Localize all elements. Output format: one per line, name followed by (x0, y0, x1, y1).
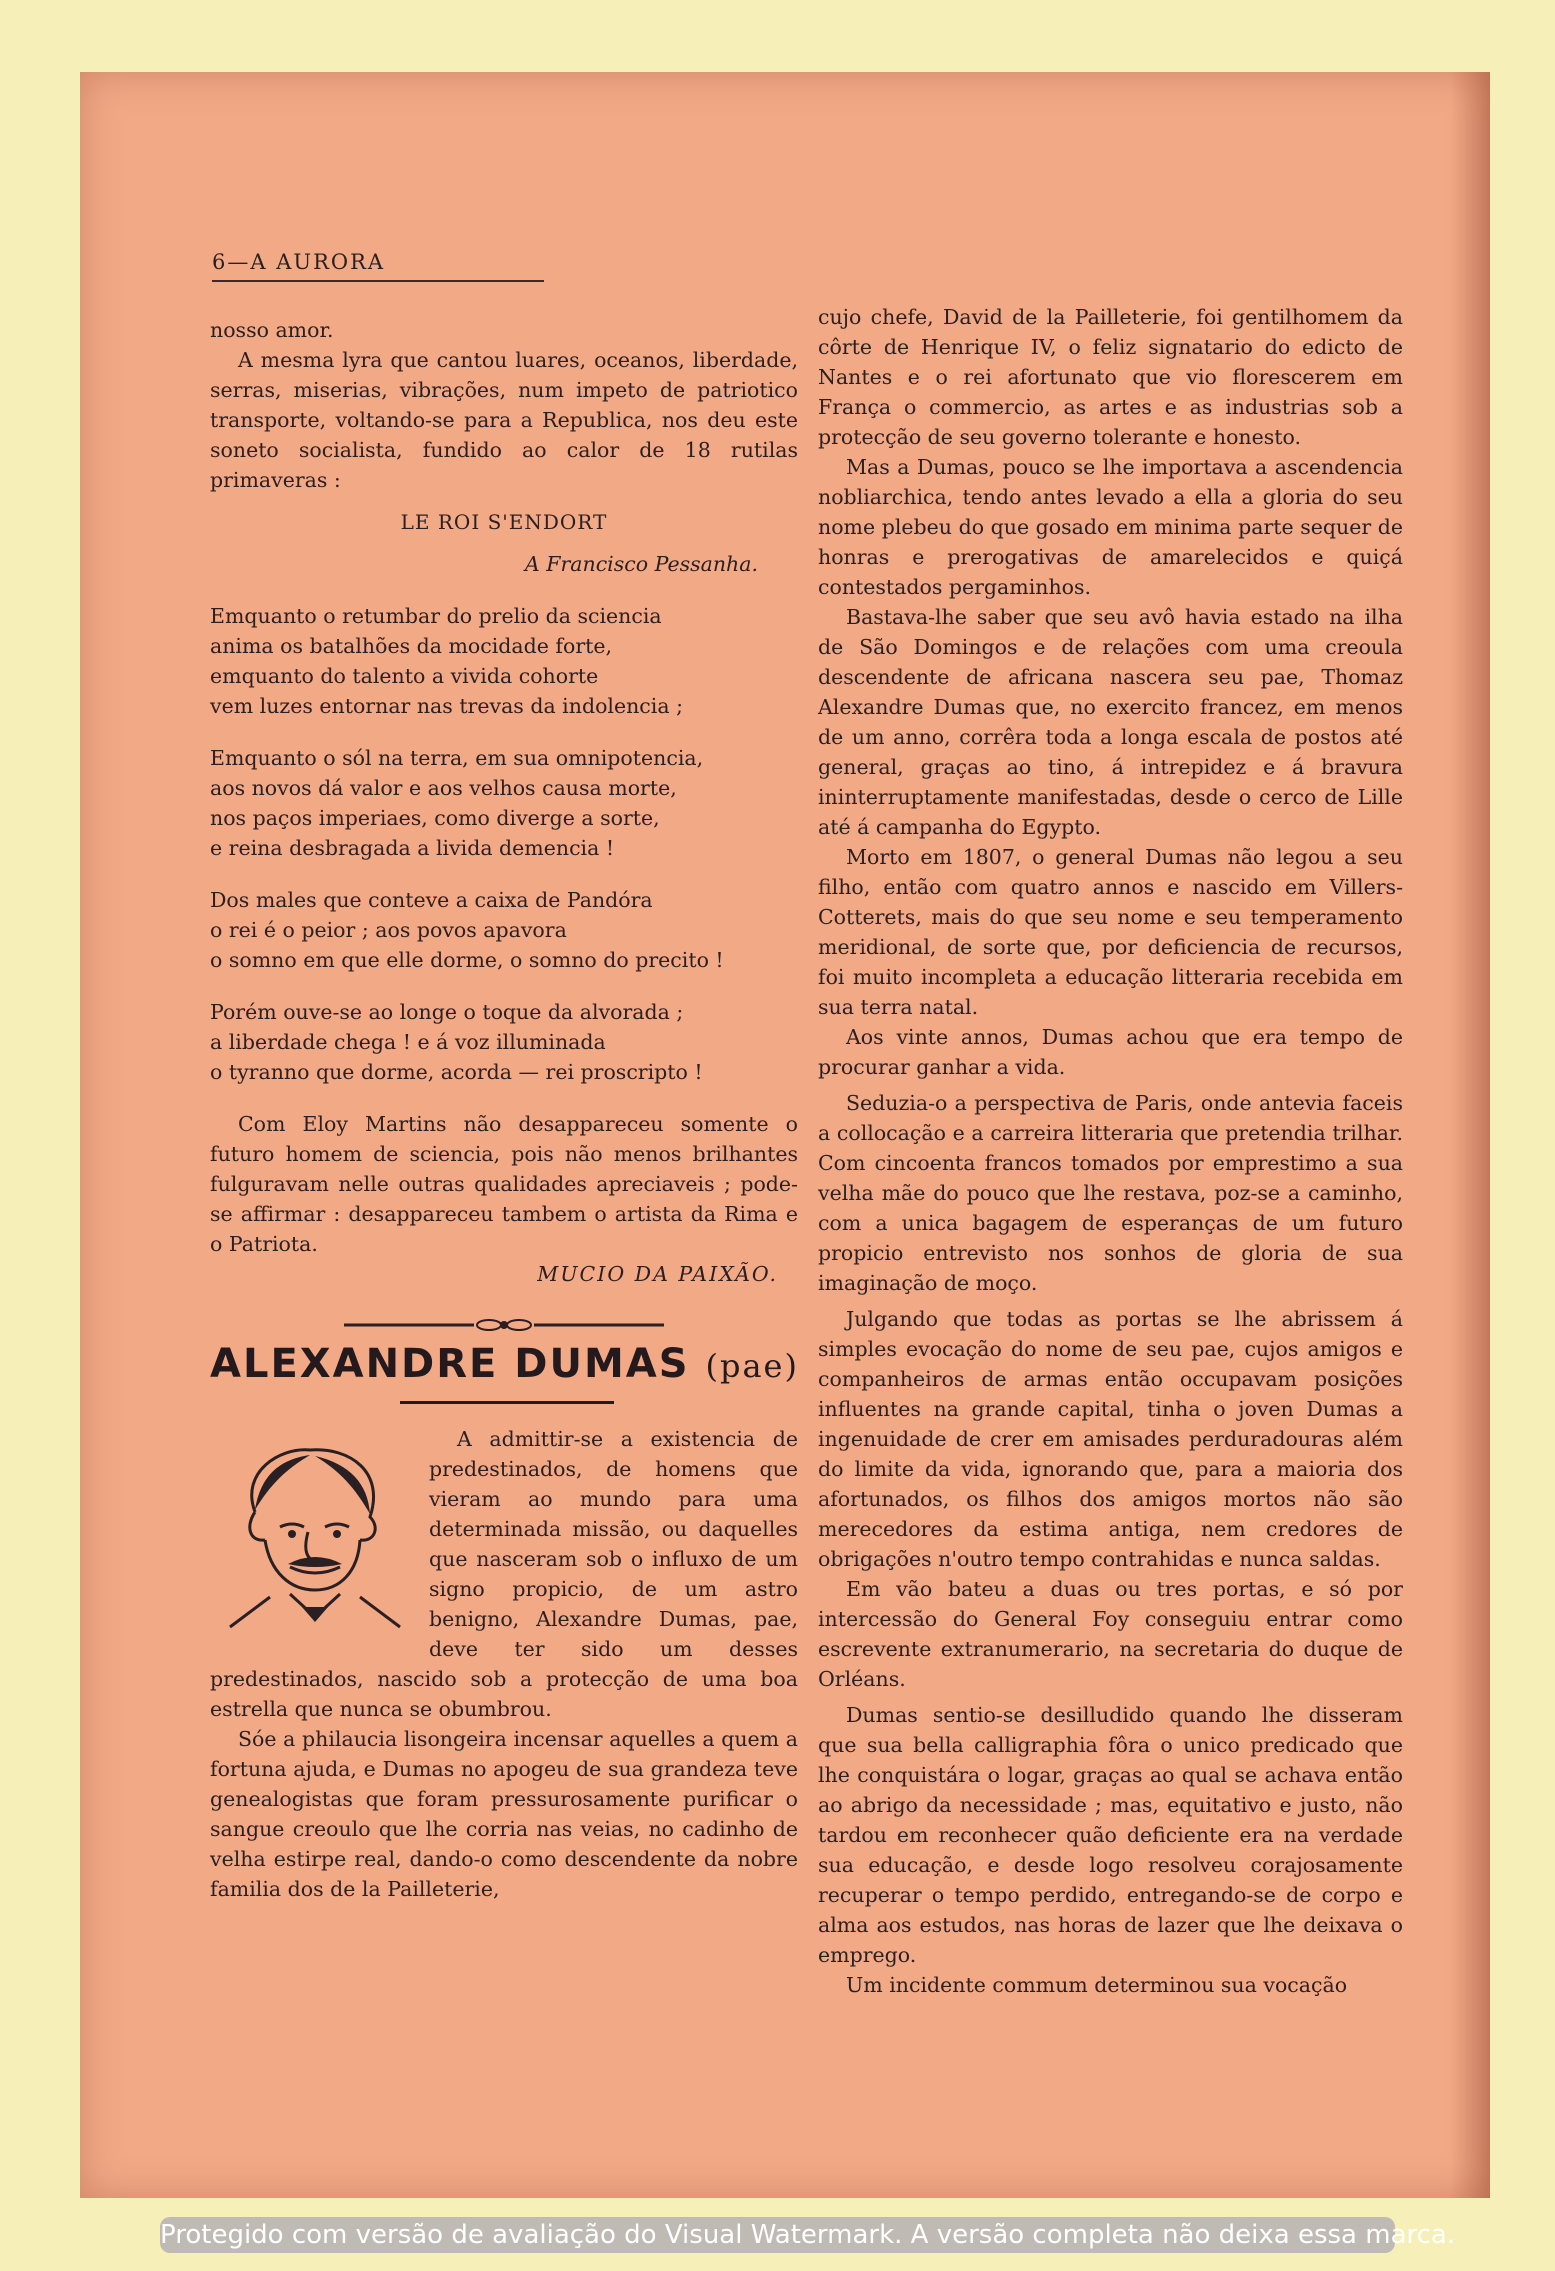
section-ornament (210, 1313, 798, 1333)
paragraph: Bastava-lhe saber que seu avô havia estado na ilha de São Domingos e de relações com uma creoula descendente de africana nascera seu pae, Thomaz Alexandre Dumas que, no exercito francez, em menos de um anno, corrêra toda a longa escala de postos até general, graças ao tino, á intrepidez e á bravura ininterruptamente manifestadas, desde o cerco de Lille até á campanha do Egypto. (818, 605, 1403, 839)
page-header: 6—A AURORA (212, 250, 386, 274)
watermark-banner: Protegido com versão de avaliação do Visual Watermark. A versão completa não deixa essa marca. (160, 2217, 1395, 2253)
right-column (818, 302, 1403, 2000)
poem-line: o rei é o peior ; aos povos apavora (210, 918, 567, 942)
signature: MUCIO DA PAIXÃO. (537, 1262, 778, 1286)
poem-line: aos novos dá valor e aos velhos causa morte, (210, 776, 677, 800)
paragraph: Mas a Dumas, pouco se lhe importava a ascendencia nobliarchica, tendo antes levado a ella a gloria do seu nome plebeu do que gosado em minima parte sequer de honras e prerogativas de amarelecidos e quiçá contestados pergaminhos. (818, 455, 1403, 599)
paragraph: Julgando que todas as portas se lhe abrissem á simples evocação do nome de seu pae, cujos amigos e companheiros de armas então occupavam posições influentes na grande capital, tinha o joven Dumas a ingenuidade de crer em amisades perduradouras além do limite da vida, ignorando que, para a maioria dos afortunados, os filhos dos amigos mortos não são merecedores da estima antiga, nem credores de obrigações n'outro tempo contrahidas e nunca saldas. (818, 1307, 1403, 1571)
article-title (210, 1341, 799, 1387)
paragraph: Com Eloy Martins não desappareceu somente o futuro homem de sciencia, pois não menos brilhantes fulguravam nelle outras qualidades apreciaveis ; pode-se affirmar : desappareceu tambem o artista da Rima e o Patriota. (210, 1112, 798, 1256)
paragraph: A mesma lyra que cantou luares, oceanos, liberdade, serras, miserias, vibrações, num impeto de patriotico transporte, voltando-se para a Republica, nos deu este soneto socialista, fundido ao calor de 18 rutilas primaveras : (210, 348, 798, 492)
title-rule (400, 1401, 614, 1404)
poem-stanza (210, 601, 798, 721)
poem-line: Porém ouve-se ao longe o toque da alvorada ; (210, 1000, 684, 1024)
poem-stanza (210, 885, 798, 975)
paragraph: nosso amor. (210, 318, 334, 342)
poem-line: e reina desbragada a livida demencia ! (210, 836, 615, 860)
paragraph: A admittir-se a existencia de predestinados, de homens que vieram ao mundo para uma determinada missão, ou daquelles que nasceram sob o influxo de um signo propicio, de um astro benigno, Alexandre Dumas, pae, deve ter sido um desses predestinados, nascido sob a protecção de uma boa estrella que nunca se obumbrou. (210, 1427, 798, 1721)
portrait-illustration (210, 1432, 415, 1632)
poem-line: o tyranno que dorme, acorda — rei proscripto ! (210, 1060, 703, 1084)
poem-stanza (210, 997, 798, 1087)
article-title-suffix: (pae) (705, 1347, 799, 1385)
left-column (210, 315, 798, 1904)
paragraph: cujo chefe, David de la Pailleterie, foi gentilhomem da côrte de Henrique IV, o feliz signatario do edicto de Nantes e o rei afortunato que vio florescerem em França o commercio, as artes e as industrias sob a protecção de seu governo tolerante e honesto. (818, 305, 1403, 449)
poem-dedication: A Francisco Pessanha. (524, 552, 758, 576)
poem-line: anima os batalhões da mocidade forte, (210, 634, 613, 658)
header-rule (212, 280, 544, 282)
paragraph: Em vão bateu a duas ou tres portas, e só por intercessão do General Foy conseguiu entrar como escrevente extranumerario, na secretaria do duque de Orléans. (818, 1577, 1403, 1691)
poem-line: nos paços imperiaes, como diverge a sorte, (210, 806, 660, 830)
poem-line: Emquanto o sól na terra, em sua omnipotencia, (210, 746, 704, 770)
paragraph: Aos vinte annos, Dumas achou que era tempo de procurar ganhar a vida. (818, 1025, 1403, 1079)
paragraph: Morto em 1807, o general Dumas não legou a seu filho, então com quatro annos e nascido em Villers-Cotterets, mais do que seu nome e seu temperamento meridional, de sorte que, por deficiencia de recursos, foi muito incompleta a educação litteraria recebida em sua terra natal. (818, 845, 1403, 1019)
paragraph: Seduzia-o a perspectiva de Paris, onde antevia faceis a collocação e a carreira litteraria que pretendia trilhar. Com cincoenta francos tomados por emprestimo a sua velha mãe do pouco que lhe restava, poz-se a caminho, com a unica bagagem de esperanças de um futuro propicio entrevisto nos sonhos de gloria de sua imaginação de moço. (818, 1091, 1403, 1295)
paragraph: Sóe a philaucia lisongeira incensar aquelles a quem a fortuna ajuda, e Dumas no apogeu de sua grandeza teve genealogistas que foram pressurosamente purificar o sangue creoulo que lhe corria nas veias, no cadinho de velha estirpe real, dando-o como descendente da nobre familia dos de la Pailleterie, (210, 1727, 798, 1901)
poem-title: LE ROI S'ENDORT (400, 510, 608, 534)
poem-line: o somno em que elle dorme, o somno do precito ! (210, 948, 724, 972)
divider-ornament-icon (324, 1315, 684, 1335)
poem-line: a liberdade chega ! e á voz illuminada (210, 1030, 606, 1054)
poem-line: Emquanto o retumbar do prelio da sciencia (210, 604, 662, 628)
paragraph: Um incidente commum determinou sua vocação (846, 1973, 1348, 1997)
article-title-text: ALEXANDRE DUMAS (210, 1341, 690, 1387)
paragraph: Dumas sentio-se desilludido quando lhe disseram que sua bella calligraphia fôra o unico predicado que lhe conquistára o logar, graças ao qual se achava então ao abrigo da necessidade ; mas, equitativo e justo, não tardou em reconhecer quão deficiente era na verdade sua educação, e desde logo resolveu corajosamente recuperar o tempo perdido, entregando-se de corpo e alma aos estudos, nas horas de lazer que lhe deixava o emprego. (818, 1703, 1403, 1967)
poem-stanza (210, 743, 798, 863)
article-intro (210, 1424, 798, 1724)
poem-line: emquanto do talento a vivida cohorte (210, 664, 599, 688)
poem-line: Dos males que conteve a caixa de Pandóra (210, 888, 653, 912)
poem-line: vem luzes entornar nas trevas da indolencia ; (210, 694, 683, 718)
